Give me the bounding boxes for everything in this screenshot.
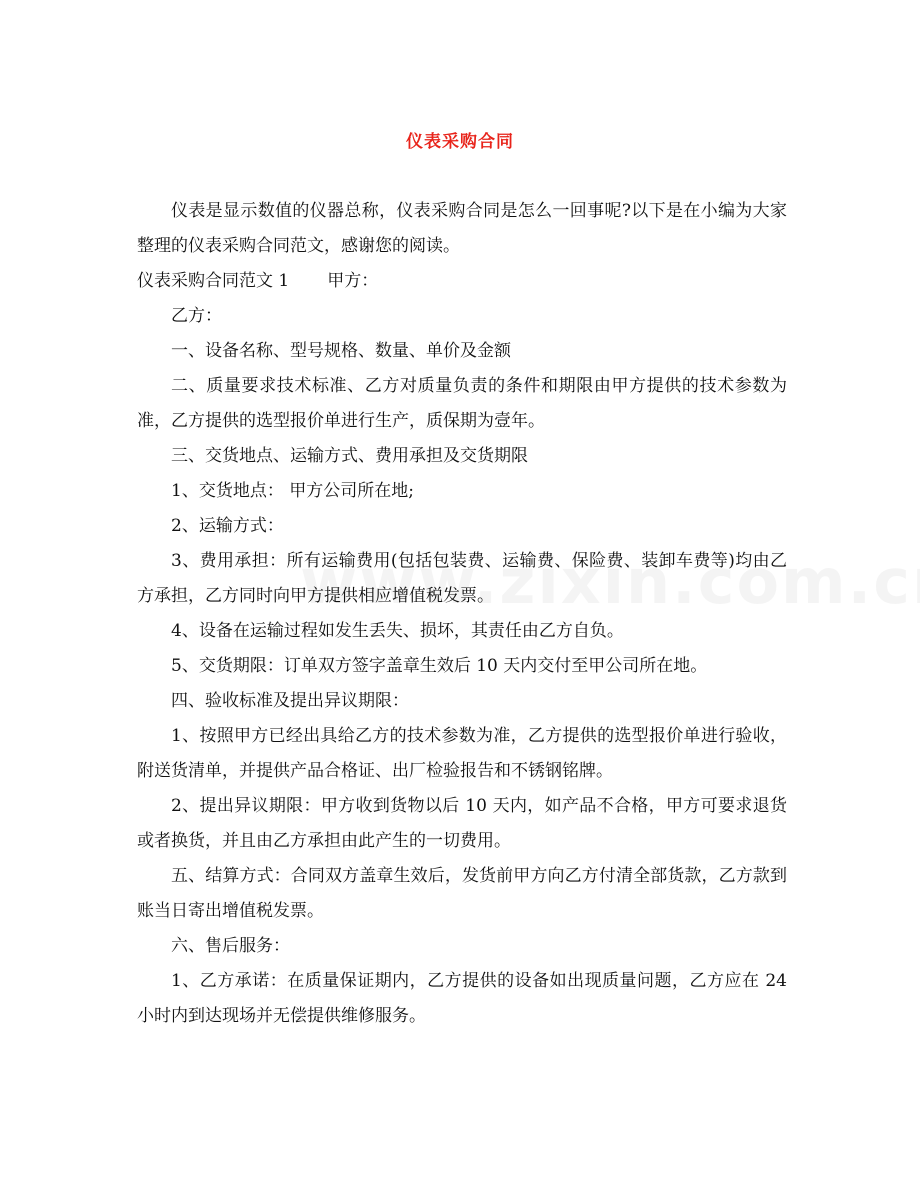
clause-6-item-1: 1、乙方承诺：在质量保证期内，乙方提供的设备如出现质量问题，乙方应在 24 小时内到达现场并无偿提供维修服务。: [137, 971, 787, 1026]
clause-4: 四、验收标准及提出异议期限：: [171, 691, 409, 711]
document-title: 仪表采购合同: [406, 132, 514, 152]
clause-4-item-1: 1、按照甲方已经出具给乙方的技术参数为准，乙方提供的选型报价单进行验收，附送货清单，并提供产品合格证、出厂检验报告和不锈钢铭牌。: [137, 726, 787, 781]
party-b-label: 乙方：: [171, 306, 222, 326]
clause-1: 一、设备名称、型号规格、数量、单价及金额: [171, 341, 511, 361]
clause-3-item-3: 3、费用承担：所有运输费用(包括包装费、运输费、保险费、装卸车费等)均由乙方承担，乙方同时向甲方提供相应增值税发票。: [137, 551, 787, 606]
clause-3-item-1: 1、交货地点： 甲方公司所在地;: [171, 481, 414, 501]
clause-4-item-2: 2、提出异议期限：甲方收到货物以后 10 天内，如产品不合格，甲方可要求退货或者换货，并且由乙方承担由此产生的一切费用。: [137, 796, 787, 851]
party-a-label: 甲方：: [327, 271, 379, 291]
clause-3-item-2: 2、运输方式：: [171, 516, 284, 536]
clause-3-item-5: 5、交货期限：订单双方签字盖章生效后 10 天内交付至甲公司所在地。: [171, 656, 708, 676]
clause-3: 三、交货地点、运输方式、费用承担及交货期限: [171, 446, 528, 466]
clause-3-item-4: 4、设备在运输过程如发生丢失、损坏，其责任由乙方自负。: [171, 621, 624, 641]
sample-heading-line: [137, 264, 787, 299]
clause-6: 六、售后服务：: [171, 936, 290, 956]
clause-5: 五、结算方式：合同双方盖章生效后，发货前甲方向乙方付清全部货款，乙方款到账当日寄出增值税发票。: [137, 866, 787, 921]
sample-heading: 仪表采购合同范文 1: [137, 271, 290, 291]
document-body: [137, 194, 787, 1034]
intro-paragraph: 仪表是显示数值的仪器总称，仪表采购合同是怎么一回事呢?以下是在小编为大家整理的仪表采购合同范文，感谢您的阅读。: [137, 201, 787, 256]
clause-2: 二、质量要求技术标准、乙方对质量负责的条件和期限由甲方提供的技术参数为准，乙方提供的选型报价单进行生产，质保期为壹年。: [137, 376, 787, 431]
